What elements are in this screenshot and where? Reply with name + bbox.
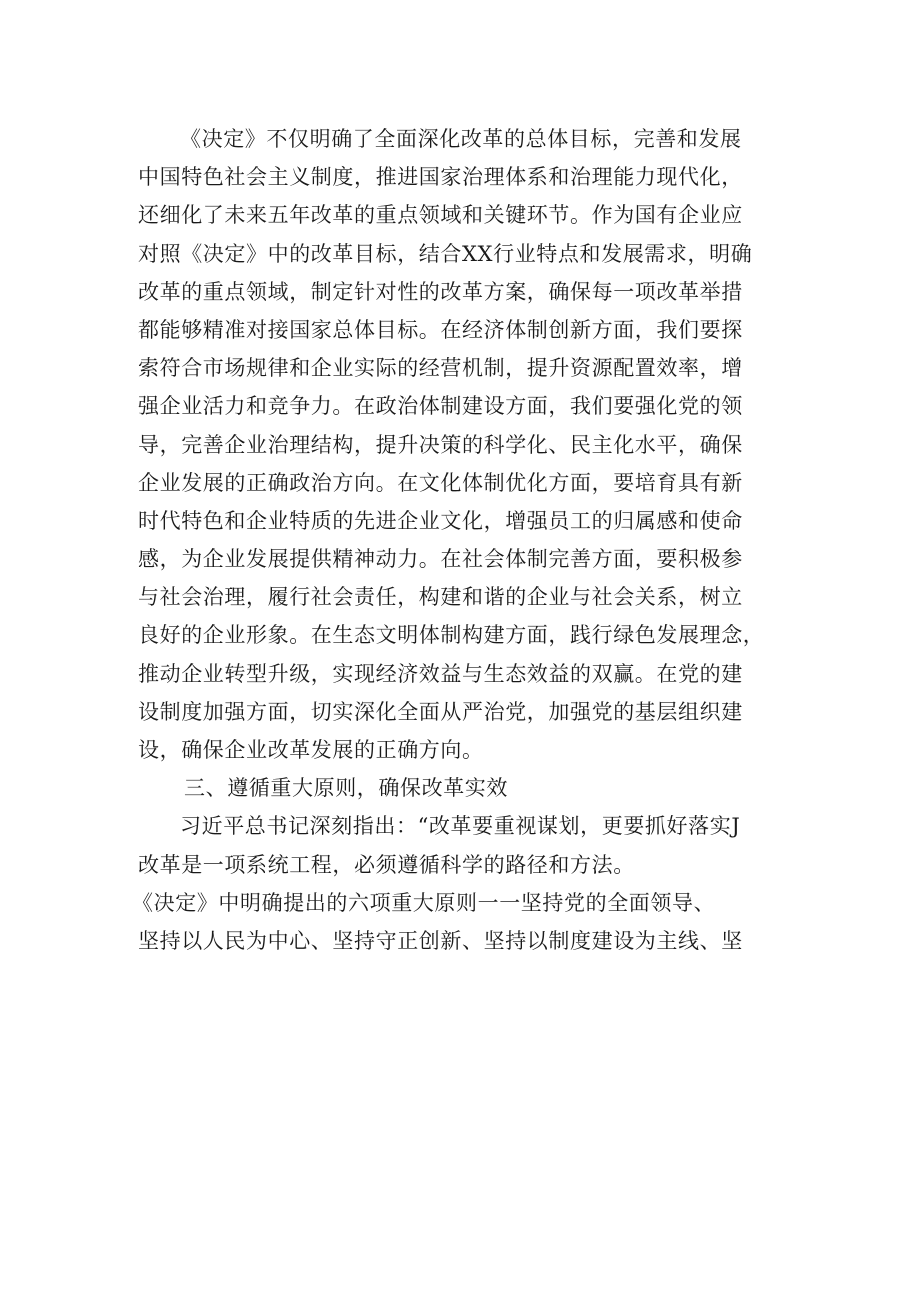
paragraph-line: 设制度加强方面，切实深化全面从严治党，加强党的基层组织建 — [138, 699, 743, 724]
paragraph-line: 推动企业转型升级，实现经济效益与生态效益的双赢。在党的建 — [138, 661, 743, 686]
paragraph-line: 还细化了未来五年改革的重点领域和关键环节。作为国有企业应 — [138, 203, 743, 228]
section-heading: 三、遵循重大原则，确保改革实效 — [184, 776, 508, 801]
paragraph-line: 设，确保企业改革发展的正确方向。 — [138, 738, 484, 762]
paragraph-line: 改革是一项系统工程，必须遵循科学的路径和方法。 — [138, 852, 635, 877]
paragraph-line: 时代特色和企业特质的先进企业文化，增强员工的归属感和使命 — [138, 508, 743, 533]
paragraph-line: 坚持以人民为中心、坚持守正创新、坚持以制度建设为主线、坚 — [138, 928, 743, 953]
paragraph-line: 都能够精准对接国家总体目标。在经济体制创新方面，我们要探 — [138, 317, 743, 342]
paragraph-line: 对照《决定》中的改革目标，结合XX行业特点和发展需求，明确 — [138, 241, 753, 266]
paragraph-line: 习近平总书记深刻指出：“改革要重视谋划，更要抓好落实J — [180, 814, 741, 839]
paragraph-line: 企业发展的正确政治方向。在文化体制优化方面，要培育具有新 — [138, 470, 743, 495]
paragraph-line: 与社会治理，履行社会责任，构建和谐的企业与社会关系，树立 — [138, 585, 743, 610]
paragraph-line: 导，完善企业治理结构，提升决策的科学化、民主化水平，确保 — [138, 432, 743, 457]
paragraph-line: 强企业活力和竞争力。在政治体制建设方面，我们要强化党的领 — [138, 394, 743, 419]
paragraph-line: 《决定》中明确提出的六项重大原则一一坚持党的全面领导、 — [132, 890, 716, 915]
paragraph-line: 改革的重点领域，制定针对性的改革方案，确保每一项改革举措 — [138, 279, 743, 304]
paragraph-line: 良好的企业形象。在生态文明体制构建方面，践行绿色发展理念， — [138, 623, 765, 648]
paragraph-line: 《决定》不仅明确了全面深化改革的总体目标，完善和发展 — [180, 127, 742, 151]
paragraph-line: 索符合市场规律和企业实际的经营机制，提升资源配置效率，增 — [138, 356, 743, 381]
paragraph-line: 感，为企业发展提供精神动力。在社会体制完善方面，要积极参 — [138, 547, 743, 572]
paragraph-line: 中国特色社会主义制度，推进国家治理体系和治理能力现代化， — [138, 165, 743, 190]
body-text — [132, 120, 798, 960]
